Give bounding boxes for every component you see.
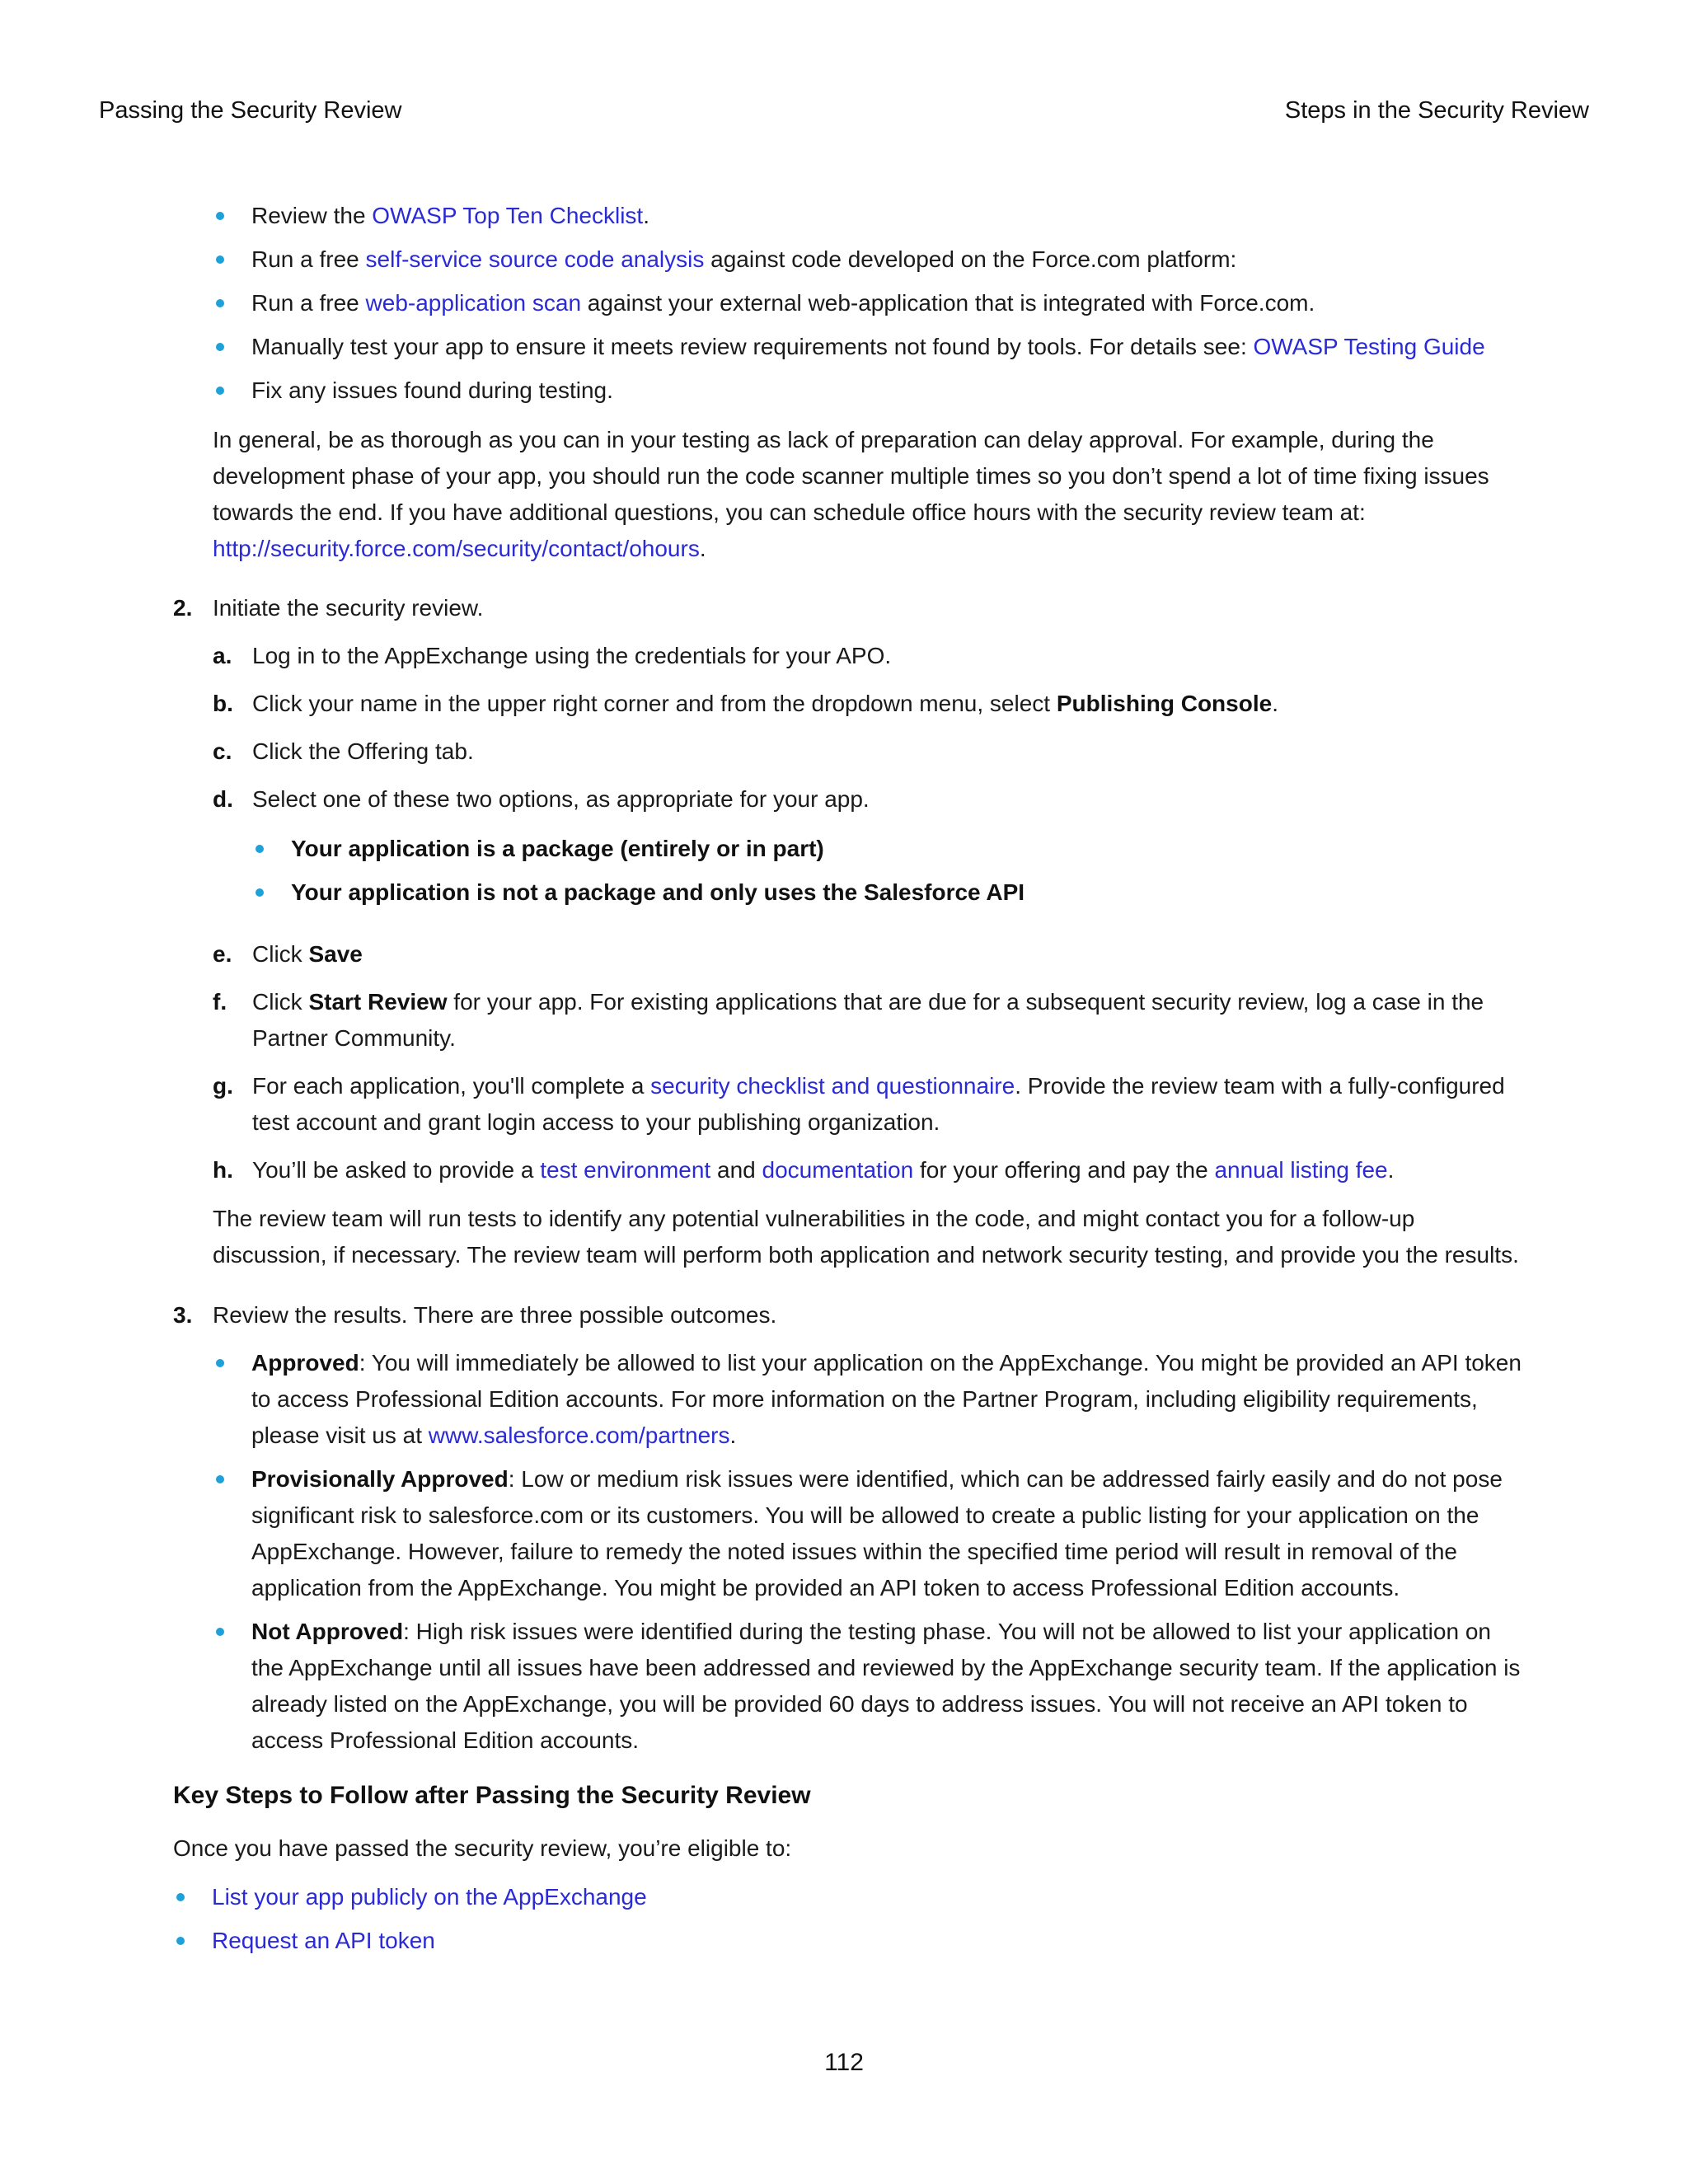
step-3: 3. Review the results. There are three possible outcomes. — [173, 1297, 1563, 1333]
bullet-icon — [216, 1628, 224, 1636]
substep-e: e. Click Save — [213, 941, 363, 967]
substep-c: c. Click the Offering tab. — [213, 738, 474, 764]
step-2: 2. Initiate the security review. — [173, 590, 1563, 626]
outcome-list — [213, 1345, 1523, 1759]
bullet-icon — [216, 387, 224, 395]
substep-f: f. Click Start Review for your app. For existing applications that are due for a subsequent security review, log a case in the Partner Community. — [213, 989, 1484, 1051]
bullet-icon — [176, 1893, 185, 1901]
web-application-scan-link[interactable]: web-application scan — [365, 290, 582, 316]
publishing-console-label: Publishing Console — [1056, 691, 1273, 716]
bullet-icon — [216, 212, 224, 220]
substep-g: g. For each application, you'll complete a security checklist and questionnaire. Provide the review team with a fully-configured test account and grant login access to your publishing organization. — [213, 1073, 1505, 1135]
owasp-testing-guide-link[interactable]: OWASP Testing Guide — [1253, 334, 1485, 359]
bullet-icon — [216, 1359, 224, 1367]
list-item: Run a free web-application scan against your external web-application that is integrated with Force.com. — [213, 285, 1523, 321]
request-api-token-link[interactable]: Request an API token — [212, 1928, 435, 1953]
page-number: 112 — [824, 2049, 864, 2076]
list-item: Manually test your app to ensure it meets review requirements not found by tools. For details see: OWASP Testing Guide — [213, 329, 1523, 365]
bullet-icon — [216, 343, 224, 351]
list-item: Review the OWASP Top Ten Checklist. — [213, 198, 1523, 234]
step-number: 3. — [173, 1302, 193, 1328]
step-2-substeps-cont — [213, 936, 1523, 1188]
bullet-icon — [176, 1937, 185, 1945]
key-steps-list — [173, 1879, 1492, 1959]
option-list — [252, 831, 1522, 911]
substep-a: a. Log in to the AppExchange using the credentials for your APO. — [213, 643, 892, 668]
list-item: Run a free self-service source code analysis against code developed on the Force.com platform: — [213, 241, 1523, 278]
documentation-link[interactable]: documentation — [762, 1157, 914, 1183]
test-environment-link[interactable]: test environment — [540, 1157, 711, 1183]
partners-link[interactable]: www.salesforce.com/partners — [428, 1422, 730, 1448]
bullet-icon — [256, 888, 264, 897]
owasp-top-ten-link[interactable]: OWASP Top Ten Checklist — [372, 203, 644, 228]
bullet-icon — [216, 1475, 224, 1483]
list-app-link[interactable]: List your app publicly on the AppExchange — [212, 1884, 647, 1910]
step-number: 2. — [173, 595, 193, 621]
security-checklist-link[interactable]: security checklist and questionnaire — [650, 1073, 1015, 1099]
prep-bullet-list — [213, 198, 1523, 409]
running-header-left: Passing the Security Review — [99, 97, 402, 124]
running-header-right: Steps in the Security Review — [1284, 97, 1589, 124]
start-review-label: Start Review — [308, 989, 448, 1015]
section-heading: Key Steps to Follow after Passing the Security Review — [173, 1782, 811, 1809]
general-paragraph: In general, be as thorough as you can in your testing as lack of preparation can delay approval. For example, during the development phase of your app, you should run the code scanner multiple times so you don’t spend a lot of time fixing issues towards the end. If you have additional questions, you can schedule office hours with the security review team at: http://security.force.com/security/contact/ohours. — [213, 427, 1489, 561]
step-2-substeps — [213, 638, 1523, 829]
outcome-provisionally-approved: Provisionally Approved: Low or medium risk issues were identified, which can be addressed fairly easily and do not pose significant risk to salesforce.com or its customers. You will be allowed to create a public listing for your application on the AppExchange. However, failure to remedy the noted issues within the specified time period will result in removal of the application from the AppExchange. You might be provided an API token to access Professional Edition accounts. — [213, 1461, 1523, 1606]
step-2-closing: The review team will run tests to identify any potential vulnerabilities in the code, and might contact you for a follow-up discussion, if necessary. The review team will perform both application and network security testing, and provide you the results. — [213, 1206, 1519, 1268]
list-item: Your application is a package (entirely or in part) — [252, 831, 1522, 867]
save-label: Save — [308, 941, 363, 967]
key-steps-intro: Once you have passed the security review, you’re eligible to: — [173, 1835, 792, 1861]
outcome-approved: Approved: You will immediately be allowed to list your application on the AppExchange. You might be provided an API token to access Professional Edition accounts. For more information on the Partner Program, including eligibility requirements, please visit us at www.salesforce.com/partners. — [213, 1345, 1523, 1454]
bullet-icon — [256, 845, 264, 853]
substep-h: h. You’ll be asked to provide a test environment and documentation for your offering and pay the annual listing fee. — [213, 1157, 1395, 1183]
outcome-not-approved: Not Approved: High risk issues were identified during the testing phase. You will not be allowed to list your application on the AppExchange until all issues have been addressed and reviewed by the AppExchange security team. If the application is already listed on the AppExchange, you will be provided 60 days to address issues. You will not receive an API token to access Professional Edition accounts. — [213, 1614, 1523, 1759]
list-item — [173, 1923, 1492, 1959]
office-hours-link[interactable]: http://security.force.com/security/contact/ohours — [213, 536, 700, 561]
list-item: Fix any issues found during testing. — [213, 373, 1523, 409]
bullet-icon — [216, 255, 224, 264]
substep-b: b. Click your name in the upper right corner and from the dropdown menu, select Publishing Console. — [213, 691, 1278, 716]
bullet-icon — [216, 299, 224, 307]
list-item: Your application is not a package and only uses the Salesforce API — [252, 874, 1522, 911]
list-item — [173, 1879, 1492, 1915]
substep-d: d. Select one of these two options, as appropriate for your app. — [213, 786, 870, 812]
annual-listing-fee-link[interactable]: annual listing fee — [1214, 1157, 1388, 1183]
source-code-analysis-link[interactable]: self-service source code analysis — [365, 246, 705, 272]
